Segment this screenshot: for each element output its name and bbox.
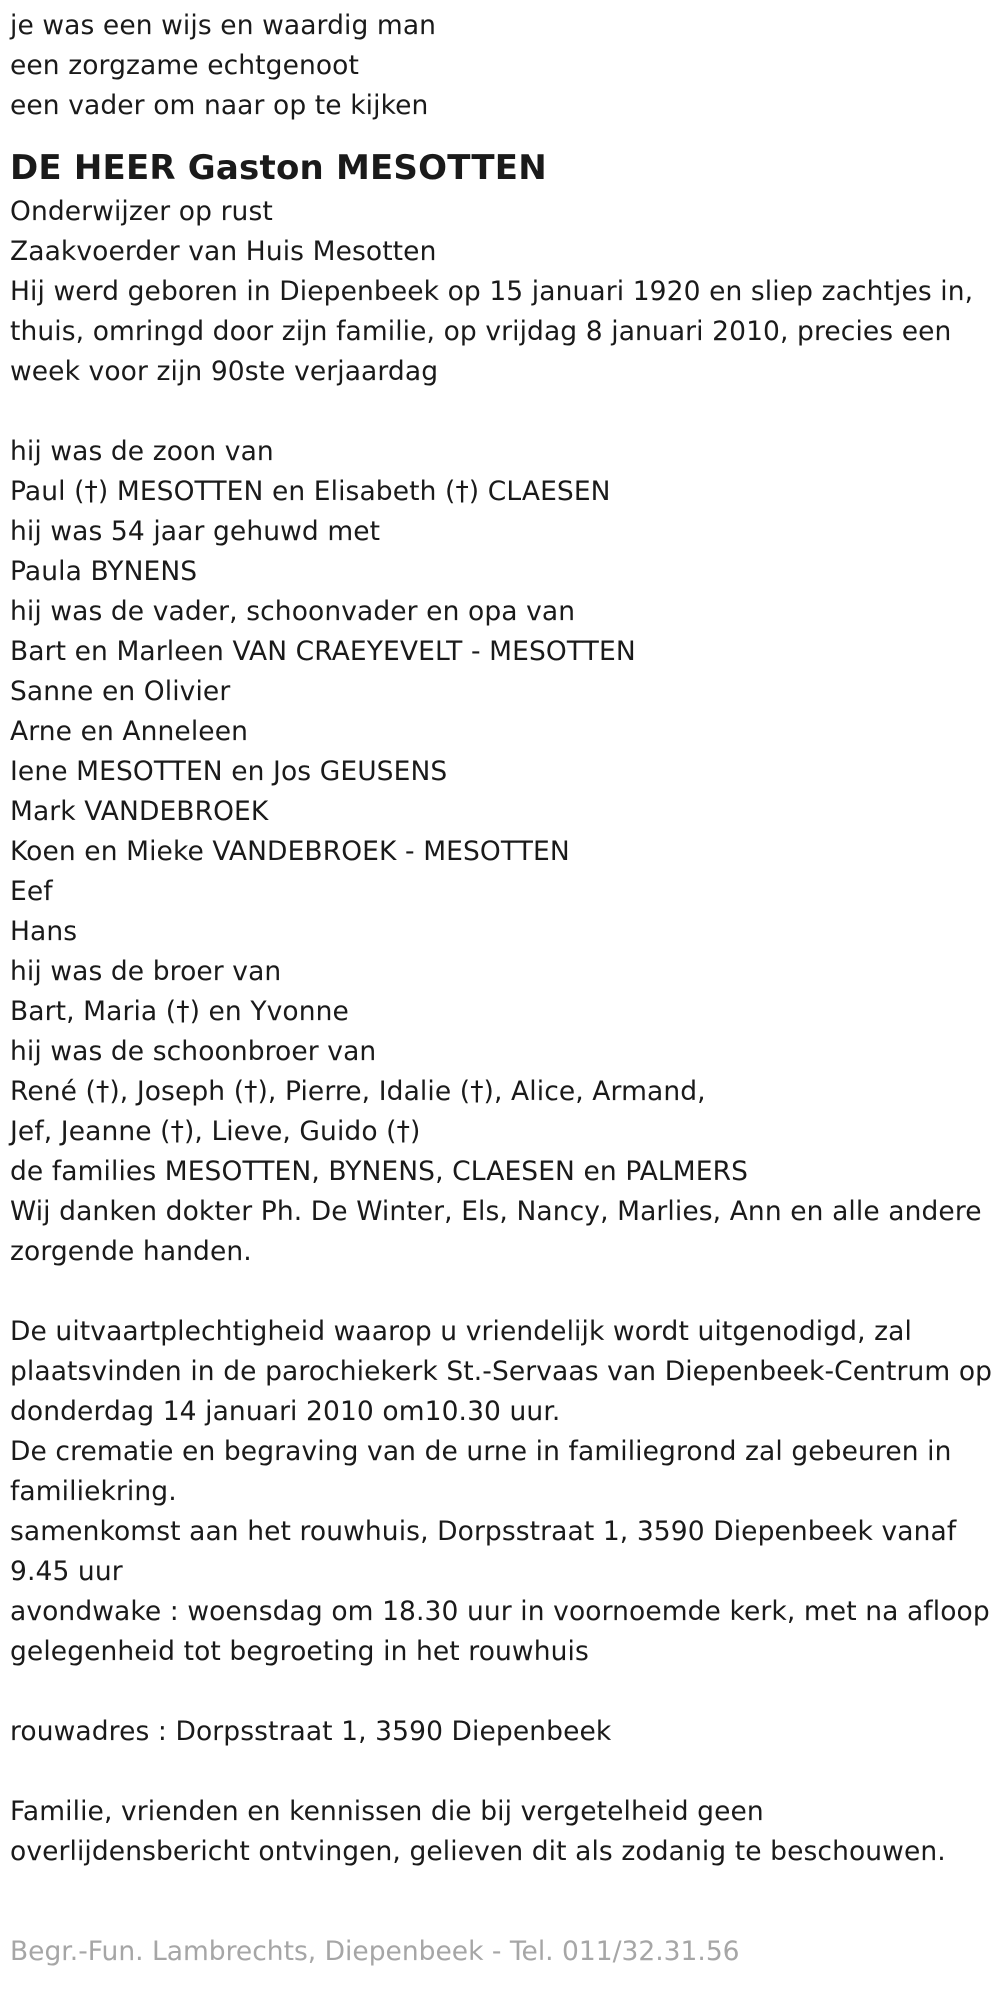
closing-line: Familie, vrienden en kennissen die bij vergetelheid geen (10, 1796, 764, 1827)
family-line: hij was de broer van (10, 956, 282, 987)
family-line: Koen en Mieke VANDEBROEK - MESOTTEN (10, 836, 570, 867)
family-line: de families MESOTTEN, BYNENS, CLAESEN en PALMERS (10, 1156, 749, 1187)
funeral-home-footer: Begr.-Fun. Lambrechts, Diepenbeek - Tel. 011/32.31.56 (10, 1936, 740, 1967)
deceased-name: DE HEER Gaston MESOTTEN (10, 148, 547, 188)
family-line: Bart en Marleen VAN CRAEYEVELT - MESOTTEN (10, 636, 636, 667)
family-line: Jef, Jeanne (†), Lieve, Guido (†) (10, 1116, 421, 1147)
motto-line: een vader om naar op te kijken (10, 90, 429, 121)
family-line: hij was de zoon van (10, 436, 274, 467)
family-line: hij was 54 jaar gehuwd met (10, 516, 381, 547)
mourning-address: rouwadres : Dorpsstraat 1, 3590 Diepenbeek (10, 1716, 612, 1747)
family-line: zorgende handen. (10, 1236, 252, 1267)
spacer (10, 1272, 995, 1312)
ceremony-block (10, 1312, 995, 1672)
motto-block (10, 6, 995, 126)
family-line: Eef (10, 876, 53, 907)
spacer (10, 1672, 995, 1712)
birth-death-line: Hij werd geboren in Diepenbeek op 15 januari 1920 en sliep zachtjes in, (10, 276, 974, 307)
spacer (10, 1752, 995, 1792)
ceremony-line: 9.45 uur (10, 1556, 123, 1587)
family-line: Arne en Anneleen (10, 716, 248, 747)
family-line: hij was de schoonbroer van (10, 1036, 377, 1067)
ceremony-line: donderdag 14 januari 2010 om10.30 uur. (10, 1396, 561, 1427)
motto-line: je was een wijs en waardig man (10, 10, 437, 41)
closing-line: overlijdensbericht ontvingen, gelieven dit als zodanig te beschouwen. (10, 1836, 946, 1867)
ceremony-line: familiekring. (10, 1476, 177, 1507)
spacer (10, 392, 995, 432)
family-line: Mark VANDEBROEK (10, 796, 269, 827)
obituary-page (10, 6, 995, 1872)
closing-block (10, 1792, 995, 1872)
ceremony-line: De uitvaartplechtigheid waarop u vriendelijk wordt uitgenodigd, zal (10, 1316, 912, 1347)
birth-death-line: week voor zijn 90ste verjaardag (10, 356, 439, 387)
ceremony-line: De crematie en begraving van de urne in familiegrond zal gebeuren in (10, 1436, 952, 1467)
family-line: Wij danken dokter Ph. De Winter, Els, Nancy, Marlies, Ann en alle andere (10, 1196, 982, 1227)
ceremony-line: samenkomst aan het rouwhuis, Dorpsstraat 1, 3590 Diepenbeek vanaf (10, 1516, 957, 1547)
family-line: Hans (10, 916, 78, 947)
ceremony-line: plaatsvinden in de parochiekerk St.-Servaas van Diepenbeek-Centrum op (10, 1356, 993, 1387)
family-line: Paul (†) MESOTTEN en Elisabeth (†) CLAESEN (10, 476, 611, 507)
deceased-title: Onderwijzer op rust (10, 196, 273, 227)
ceremony-line: avondwake : woensdag om 18.30 uur in voornoemde kerk, met na afloop (10, 1596, 990, 1627)
family-line: Sanne en Olivier (10, 676, 231, 707)
deceased-title: Zaakvoerder van Huis Mesotten (10, 236, 437, 267)
motto-line: een zorgzame echtgenoot (10, 50, 359, 81)
family-line: Paula BYNENS (10, 556, 198, 587)
family-line: Iene MESOTTEN en Jos GEUSENS (10, 756, 448, 787)
birth-death-line: thuis, omringd door zijn familie, op vrijdag 8 januari 2010, precies een (10, 316, 952, 347)
family-line: hij was de vader, schoonvader en opa van (10, 596, 576, 627)
family-block (10, 432, 995, 1272)
family-line: René (†), Joseph (†), Pierre, Idalie (†), Alice, Armand, (10, 1076, 706, 1107)
deceased-block (10, 144, 995, 392)
ceremony-line: gelegenheid tot begroeting in het rouwhuis (10, 1636, 589, 1667)
family-line: Bart, Maria (†) en Yvonne (10, 996, 349, 1027)
